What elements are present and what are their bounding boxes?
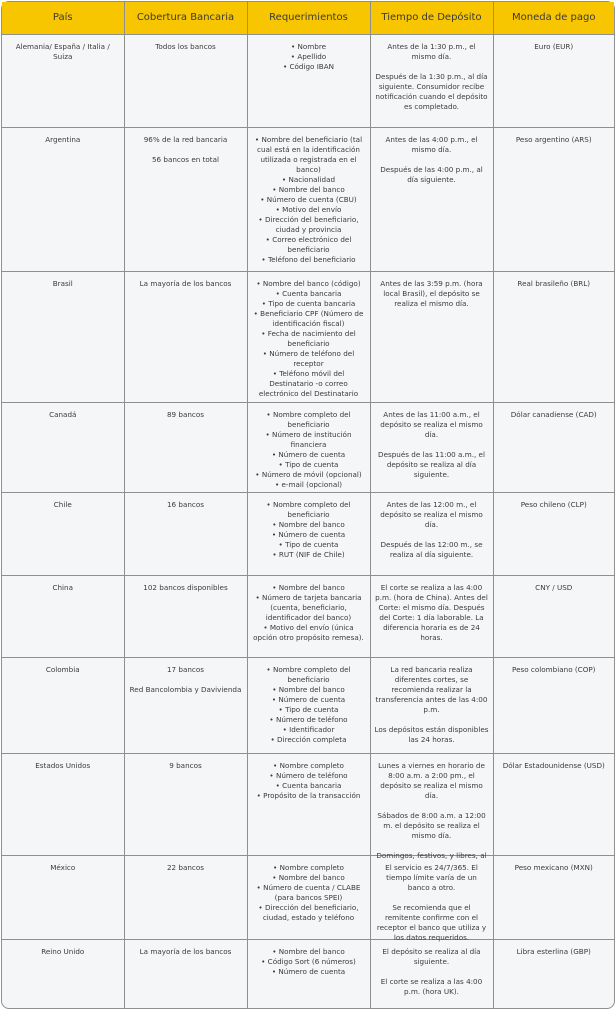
cell-tiempo [370,128,493,272]
requirement-item: • Correo electrónico del beneficiario [252,235,366,255]
requirement-item: • Tipo de cuenta [252,460,366,470]
requirements-list [252,135,366,265]
cell-pais-content [6,665,120,675]
deposit-time-text: Después de las 4:00 p.m., al día siguiente. [380,165,483,184]
cell-requerimientos-content [252,279,366,399]
requirement-item: • Nombre del banco [252,583,366,593]
deposit-time-text: Domingos, festivos, y libres, al [376,851,487,860]
cell-moneda [493,35,614,128]
requirement-item: • Número de institución financiera [252,430,366,450]
coverage-text: 89 bancos [166,410,205,419]
cell-tiempo [370,403,493,493]
coverage-text: 102 bancos disponibles [143,583,228,592]
country-name: Alemania/ España / Italia / Suiza [15,42,110,61]
deposit-time-text: Se recomienda que el remitente confirme con el receptor el banco que utiliza y los datos requeridos. [376,903,487,942]
requirement-item: • Número de cuenta [252,695,366,705]
requirement-item: • Nombre completo del beneficiario [252,410,366,430]
country-name: Colombia [45,665,80,674]
requirement-item: • Identificador [252,725,366,735]
requirements-list [252,410,366,490]
cell-moneda-content [498,665,611,675]
currency-text: Euro (EUR) [534,42,574,51]
cell-requerimientos [247,576,370,658]
country-name: Argentina [45,135,81,144]
requirements-list [252,863,366,923]
cell-tiempo-content [375,42,489,112]
requirements-list [252,583,366,643]
requirement-item: • Beneficiario CPF (Número de identificación fiscal) [252,309,366,329]
requirement-item: • Propósito de la transacción [252,791,366,801]
coverage-text: 96% de la red bancaria [143,135,228,144]
cell-pais [2,856,124,940]
coverage-text: 22 bancos [166,863,205,872]
table-row [2,940,614,1010]
requirement-item: • Número de teléfono [252,715,366,725]
cell-requerimientos-content [252,947,366,977]
cell-pais [2,576,124,658]
requirement-item: • e-mail (opcional) [252,480,366,490]
cell-requerimientos-content [252,135,366,265]
cell-tiempo-content [375,863,489,942]
cell-moneda [493,403,614,493]
cell-moneda [493,493,614,576]
cell-cobertura-content [129,761,243,855]
cell-requerimientos-content [252,863,366,939]
deposit-time-text: Antes de la 1:30 p.m., el mismo día. [387,42,476,61]
cell-cobertura [124,493,247,576]
table-row [2,128,614,272]
requirements-list [252,761,366,801]
cell-tiempo-content [375,500,489,560]
cell-pais [2,754,124,856]
cell-moneda [493,576,614,658]
cell-pais-content [6,135,120,145]
cell-pais-content [6,42,120,62]
cell-moneda-content [498,500,611,510]
header-tiempo: Tiempo de Depósito [370,2,493,35]
cell-moneda [493,754,614,856]
cell-tiempo-content [375,583,489,643]
cell-cobertura [124,658,247,754]
deposit-time-text: Después de las 12:00 m., se realiza al día siguiente. [380,540,483,559]
currency-text: Peso chileno (CLP) [520,500,587,509]
cell-tiempo-content [375,135,489,185]
banks-table-container [1,1,615,1009]
currency-text: Peso mexicano (MXN) [514,863,593,872]
cell-pais-content [6,583,120,593]
table-row [2,754,614,856]
currency-text: Real brasileño (BRL) [517,279,591,288]
cell-pais-content [6,947,120,957]
requirement-item: • Número de tarjeta bancaria (cuenta, beneficiario, identificador del banco) [252,593,366,623]
deposit-time-text: Después de las 11:00 a.m., el depósito se realiza al día siguiente. [378,450,485,479]
requirement-item: • Nombre del banco [252,873,366,883]
cell-cobertura-content [129,135,243,165]
cell-moneda [493,940,614,1010]
cell-moneda-content [498,583,611,593]
coverage-text: Red Bancolombia y Davivienda [129,685,242,694]
cell-moneda [493,658,614,754]
requirements-list [252,279,366,399]
cell-requerimientos [247,272,370,403]
cell-moneda-content [498,947,611,957]
requirement-item: • Número de cuenta [252,450,366,460]
cell-cobertura-content [129,500,243,510]
cell-tiempo [370,493,493,576]
requirement-item: • Cuenta bancaria [252,781,366,791]
cell-cobertura-content [129,665,243,695]
table-row [2,35,614,128]
deposit-time-text: Los depósitos están disponibles las 24 horas. [374,725,489,744]
cell-cobertura [124,754,247,856]
cell-pais [2,128,124,272]
cell-requerimientos [247,856,370,940]
cell-moneda-content [498,42,611,52]
requirement-item: • Motivo del envío [252,205,366,215]
cell-tiempo [370,940,493,1010]
requirement-item: • Apellido [252,52,366,62]
requirement-item: • Cuenta bancaria [252,289,366,299]
deposit-time-text: El corte se realiza a las 4:00 p.m. (hora de China). Antes del Corte: el mismo día. Después del Corte: 1 día laborable. La diferencia horaria es de 24 horas. [375,583,488,642]
cell-cobertura [124,576,247,658]
country-name: Reino Unido [41,947,85,956]
cell-cobertura [124,940,247,1010]
table-row [2,272,614,403]
cell-pais [2,940,124,1010]
requirements-list [252,42,366,72]
requirement-item: • Dirección completa [252,735,366,745]
cell-pais [2,493,124,576]
requirement-item: • Código IBAN [252,62,366,72]
requirements-list [252,665,366,745]
cell-pais-content [6,863,120,939]
cell-moneda-content [498,279,611,289]
cell-moneda [493,128,614,272]
cell-pais [2,35,124,128]
coverage-text: 16 bancos [166,500,205,509]
cell-pais [2,272,124,403]
cell-tiempo [370,658,493,754]
requirement-item: • Nacionalidad [252,175,366,185]
cell-pais [2,658,124,754]
requirement-item: • Número de teléfono del receptor [252,349,366,369]
cell-requerimientos-content [252,500,366,560]
cell-requerimientos [247,658,370,754]
currency-text: Dólar Estadounidense (USD) [502,761,605,770]
cell-requerimientos-content [252,42,366,72]
cell-tiempo [370,576,493,658]
requirement-item: • Nombre completo [252,761,366,771]
requirement-item: • Número de cuenta / CLABE (para bancos SPEI) [252,883,366,903]
requirement-item: • RUT (NIF de Chile) [252,550,366,560]
deposit-time-text: Sábados de 8:00 a.m. a 12:00 m. el depósito se realiza el mismo día. [377,811,486,840]
coverage-text: 56 bancos en total [151,155,220,164]
cell-moneda-content [498,135,611,145]
table-header-row [2,2,614,35]
currency-text: Libra esterlina (GBP) [516,947,591,956]
cell-requerimientos-content [252,665,366,745]
requirement-item: • Número de teléfono [252,771,366,781]
banks-table [2,2,614,1009]
requirement-item: • Nombre del banco [252,520,366,530]
cell-moneda [493,856,614,940]
cell-requerimientos-content [252,410,366,490]
header-cobertura: Cobertura Bancaria [124,2,247,35]
coverage-text: Todos los bancos [155,42,216,51]
requirement-item: • Nombre del banco [252,185,366,195]
cell-moneda-content [498,761,611,855]
cell-requerimientos-content [252,583,366,643]
cell-cobertura-content [129,279,243,289]
cell-moneda-content [498,410,611,420]
cell-requerimientos [247,940,370,1010]
cell-pais-content [6,279,120,289]
requirement-item: • Nombre [252,42,366,52]
cell-requerimientos [247,754,370,856]
cell-cobertura [124,272,247,403]
country-name: Chile [53,500,72,509]
deposit-time-text: El servicio es 24/7/365. El tiempo límite varía de un banco a otro. [385,863,478,892]
requirement-item: • Nombre del banco (código) [252,279,366,289]
requirement-item: • Fecha de nacimiento del beneficiario [252,329,366,349]
cell-cobertura [124,128,247,272]
cell-requerimientos [247,35,370,128]
cell-requerimientos [247,493,370,576]
cell-cobertura-content [129,583,243,593]
cell-tiempo [370,272,493,403]
coverage-text: 17 bancos [166,665,205,674]
cell-requerimientos [247,128,370,272]
requirement-item: • Dirección del beneficiario, ciudad, estado y teléfono [252,903,366,923]
table-row [2,856,614,940]
cell-pais-content [6,410,120,420]
cell-cobertura [124,856,247,940]
country-name: Brasil [52,279,73,288]
requirement-item: • Tipo de cuenta bancaria [252,299,366,309]
currency-text: Dólar canadiense (CAD) [510,410,597,419]
requirement-item: • Número de cuenta [252,967,366,977]
currency-text: Peso argentino (ARS) [515,135,592,144]
deposit-time-text: Lunes a viernes en horario de 8:00 a.m. a 2:00 pm., el depósito se realiza el mismo día. [378,761,485,800]
requirement-item: • Nombre completo del beneficiario [252,500,366,520]
requirement-item: • Nombre completo del beneficiario [252,665,366,685]
cell-pais-content [6,500,120,510]
requirement-item: • Número de cuenta (CBU) [252,195,366,205]
deposit-time-text: Después de la 1:30 p.m., al día siguiente. Consumidor recibe notificación cuando el depósito es completado. [375,72,488,111]
requirement-item: • Número de cuenta [252,530,366,540]
cell-cobertura-content [129,947,243,957]
table-body [2,35,614,1010]
deposit-time-text: Antes de las 3:59 p.m. (hora local Brasil), el depósito se realiza el mismo día. [380,279,483,308]
table-row [2,403,614,493]
cell-moneda [493,272,614,403]
requirement-item: • Teléfono móvil del Destinatario -o correo electrónico del Destinatario [252,369,366,399]
table-row [2,576,614,658]
cell-tiempo-content [375,761,489,860]
requirement-item: • Dirección del beneficiario, ciudad y provincia [252,215,366,235]
requirements-list [252,500,366,560]
deposit-time-text: La red bancaria realiza diferentes cortes, se recomienda realizar la transferencia antes de las 4:00 p.m. [375,665,488,714]
cell-cobertura [124,403,247,493]
cell-tiempo [370,754,493,860]
cell-cobertura-content [129,410,243,420]
table-row [2,658,614,754]
deposit-time-text: El depósito se realiza al día siguiente. [382,947,481,966]
cell-requerimientos-content [252,761,366,855]
header-requerimientos: Requerimientos [247,2,370,35]
requirement-item: • Número de móvil (opcional) [252,470,366,480]
country-name: México [50,863,76,872]
cell-tiempo-content [375,665,489,745]
table-row [2,493,614,576]
deposit-time-text: Antes de las 4:00 p.m., el mismo día. [385,135,478,154]
requirement-item: • Nombre completo [252,863,366,873]
requirement-item: • Motivo del envío (única opción otro propósito remesa). [252,623,366,643]
requirement-item: • Código Sort (6 números) [252,957,366,967]
currency-text: Peso colombiano (COP) [512,665,596,674]
country-name: Canadá [49,410,77,419]
cell-tiempo-content [375,410,489,480]
cell-cobertura-content [129,42,243,52]
requirement-item: • Tipo de cuenta [252,540,366,550]
header-moneda: Moneda de pago [493,2,614,35]
coverage-text: La mayoría de los bancos [139,947,232,956]
deposit-time-text: Antes de las 12:00 m., el depósito se realiza el mismo día. [380,500,483,529]
coverage-text: 9 bancos [169,761,202,770]
cell-pais-content [6,761,120,855]
country-name: China [52,583,74,592]
cell-tiempo [370,856,493,940]
country-name: Estados Unidos [35,761,91,770]
requirement-item: • Tipo de cuenta [252,705,366,715]
requirement-item: • Nombre del banco [252,947,366,957]
requirement-item: • Nombre del beneficiario (tal cual está en la identificación utilizada o registrada en el banco) [252,135,366,175]
cell-tiempo [370,35,493,128]
cell-tiempo-content [375,279,489,309]
cell-cobertura [124,35,247,128]
cell-pais [2,403,124,493]
coverage-text: La mayoría de los bancos [139,279,232,288]
requirement-item: • Teléfono del beneficiario [252,255,366,265]
deposit-time-text: El corte se realiza a las 4:00 p.m. (hora UK). [380,977,483,996]
currency-text: CNY / USD [535,583,573,592]
header-pais: País [2,2,124,35]
deposit-time-text: Antes de las 11:00 a.m., el depósito se realiza el mismo día. [380,410,483,439]
cell-moneda-content [498,863,611,939]
cell-cobertura-content [129,863,243,939]
cell-requerimientos [247,403,370,493]
requirements-list [252,947,366,977]
cell-tiempo-content [375,947,489,997]
requirement-item: • Nombre del banco [252,685,366,695]
